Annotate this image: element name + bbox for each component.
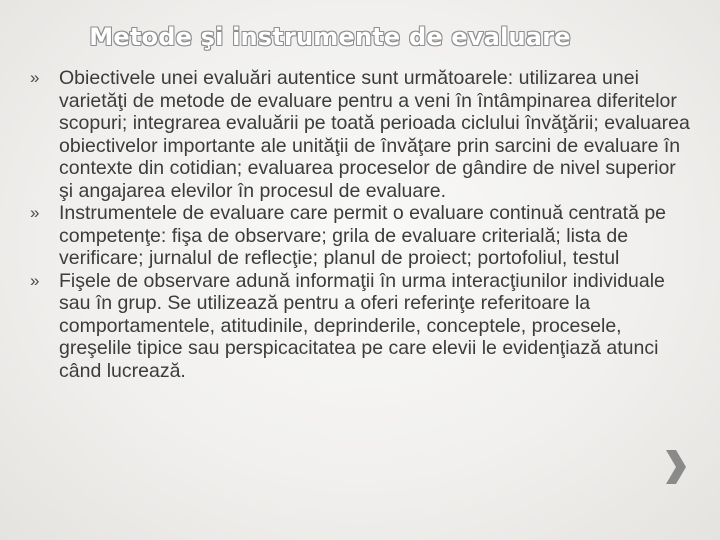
bullet-item-instruments — [30, 202, 690, 270]
bullet-item-observation-sheets — [30, 270, 690, 383]
bullet-marker-icon: » — [30, 68, 40, 87]
bullet-text: Fişele de observare adună informaţii în urma interacţiunilor individuale sau în grup. Se utilizează pentru a oferi referinţe referitoare la comportamentele, atitudinile, deprinderile, conceptele, procesele, greşelile tipice sau perspicacitatea pe care elevii le evidenţiază atunci când lucrează. — [59, 269, 665, 382]
bullet-text: Obiectivele unei evaluări autentice sunt următoarele: utilizarea unei varietăţi de metode de evaluare pentru a veni în întâmpinarea diferitelor scopuri; integrarea evaluării pe toată perioada ciclului învăţării; evaluarea obiectivelor importante ale unităţii de învăţare prin sarcini de evaluare în contexte din cotidian; evaluarea proceselor de gândire de nivel superior şi angajarea elevilor în procesul de evaluare. — [59, 67, 690, 202]
bullet-marker-icon: » — [30, 270, 40, 290]
bullet-item-objectives — [30, 67, 690, 202]
bullet-marker-icon: » — [30, 203, 40, 222]
chevron-right-icon[interactable] — [664, 448, 688, 486]
bullet-list — [30, 67, 690, 382]
bullet-text: Instrumentele de evaluare care permit o evaluare continuă centrată pe competenţe: fişa de observare; grila de evaluare criterială; lista de verificare; jurnalul de reflecţie; planul de proiect; portofoliul, testul — [59, 202, 667, 269]
slide-title: Metode şi instrumente de evaluare — [89, 23, 571, 51]
